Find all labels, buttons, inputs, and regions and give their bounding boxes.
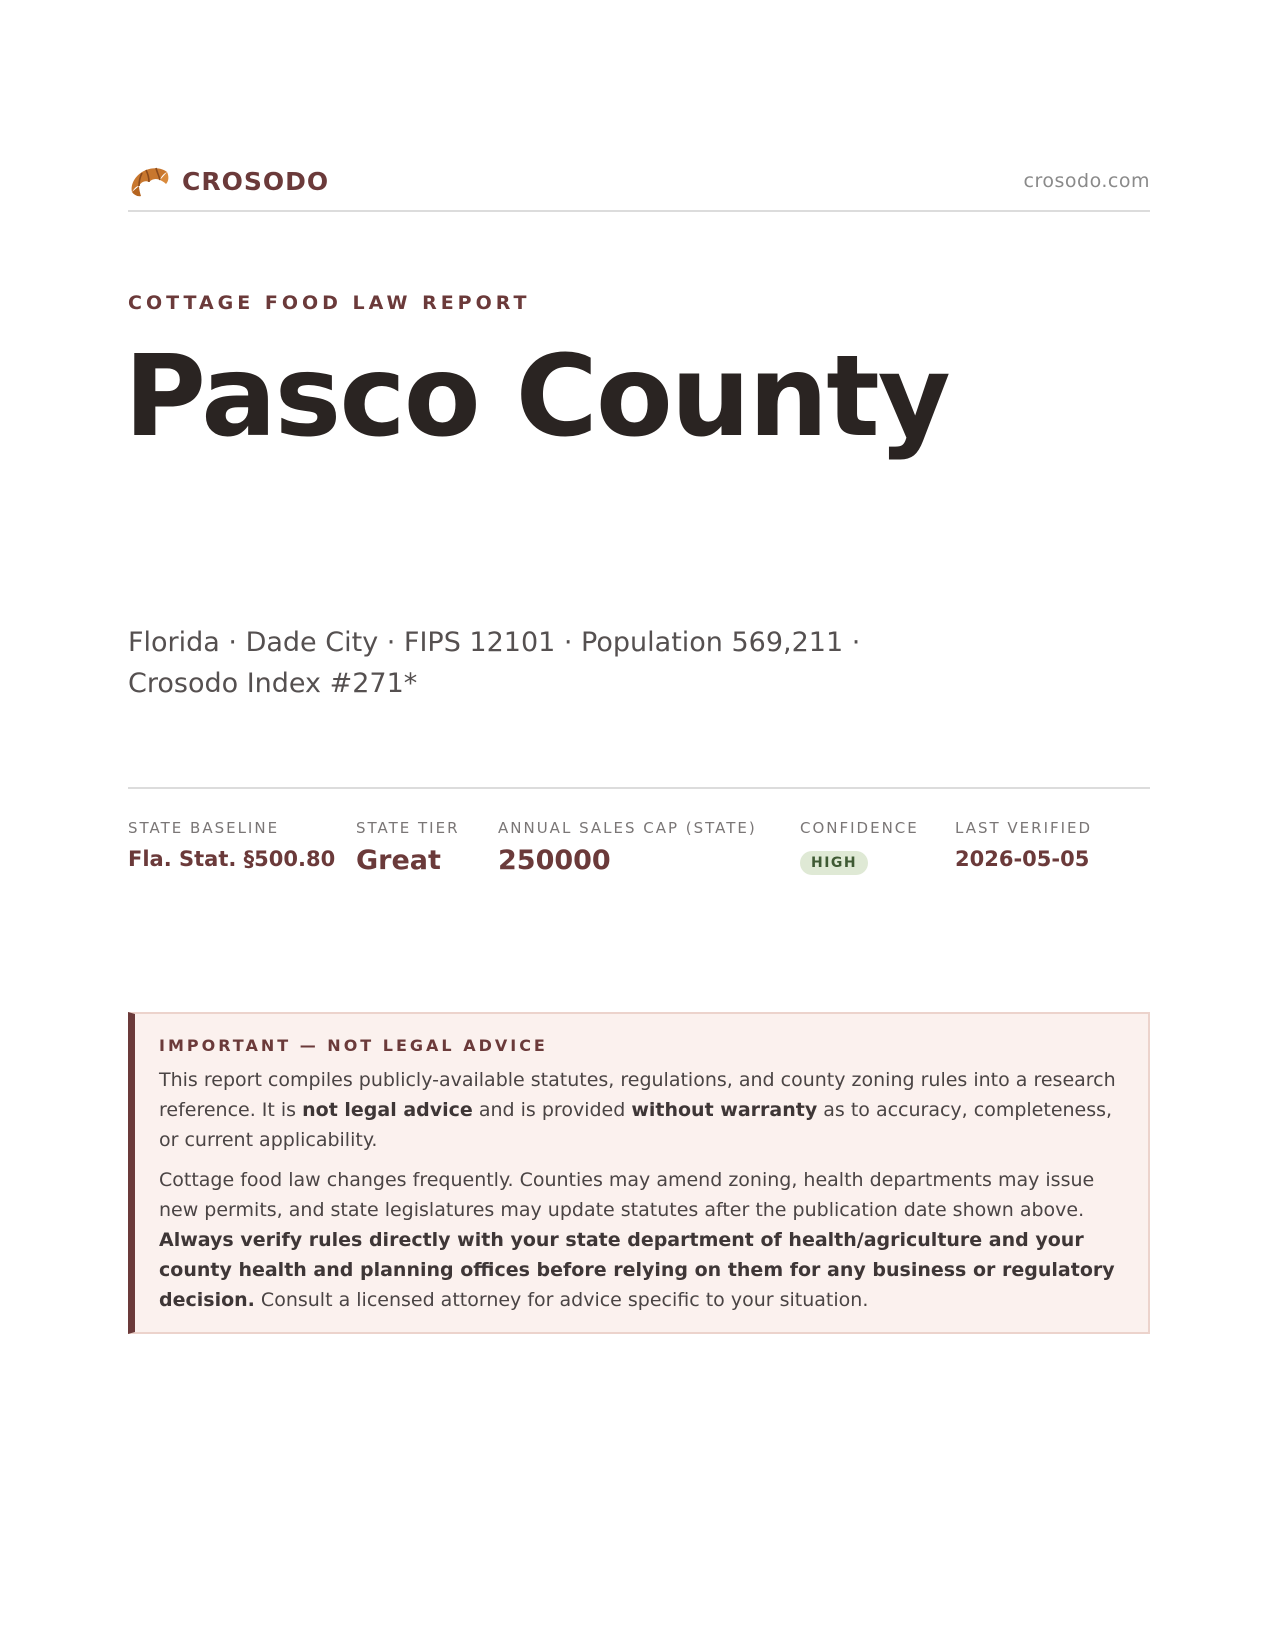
site-url[interactable]: crosodo.com: [1023, 170, 1150, 192]
bold-span: Always verify rules directly with your state department of health/agriculture and your county health and planning offices before relying on them for any business or regulatory decision.: [159, 1229, 1115, 1311]
stat-label: LAST VERIFIED: [955, 819, 1093, 837]
page-title: Pasco County: [124, 332, 949, 462]
report-page: [124, 0, 1150, 1650]
county-meta: Florida · Dade City · FIPS 12101 · Population 569,211 · Crosodo Index #271*: [128, 627, 861, 699]
bold-span: not legal advice: [302, 1099, 473, 1121]
report-type-label: COTTAGE FOOD LAW REPORT: [128, 292, 531, 314]
croissant-icon: [128, 162, 170, 200]
stat-label: STATE BASELINE: [128, 819, 280, 837]
legal-disclaimer: [128, 1012, 1150, 1334]
text-span: Consult a licensed attorney for advice specific to your situation.: [254, 1289, 869, 1311]
stat-label: STATE TIER: [356, 819, 460, 837]
disclaimer-paragraph-1: [159, 1065, 1124, 1155]
stat-value: 250000: [498, 845, 611, 876]
disclaimer-title: IMPORTANT — NOT LEGAL ADVICE: [159, 1036, 548, 1055]
stat-last-verified: [955, 819, 1092, 871]
stat-label: CONFIDENCE: [800, 819, 919, 837]
brand: [128, 162, 329, 200]
stat-state-tier: [356, 819, 460, 876]
text-span: as to accuracy, completeness, or current applicability.: [159, 1099, 1113, 1151]
stat-confidence: [800, 819, 919, 875]
text-span: This report compiles publicly-available statutes, regulations, and county zoning rules into a research reference. It is: [159, 1069, 1116, 1121]
stat-value: Fla. Stat. §500.80: [128, 847, 336, 871]
stat-annual-sales-cap: [498, 819, 757, 876]
confidence-badge: HIGH: [800, 851, 868, 875]
stat-label: ANNUAL SALES CAP (STATE): [498, 819, 757, 837]
page-header: [128, 158, 1150, 212]
text-span: Cottage food law changes frequently. Counties may amend zoning, health departments may issue new permits, and state legislatures may update statutes after the publication date shown above.: [159, 1169, 1095, 1221]
bold-span: without warranty: [631, 1099, 818, 1121]
brand-name: CROSODO: [182, 166, 330, 196]
stat-value: Great: [356, 845, 441, 876]
stat-value: 2026-05-05: [955, 847, 1090, 871]
stats-row: [128, 787, 1150, 899]
stat-state-baseline: [128, 819, 335, 871]
text-span: and is provided: [472, 1099, 632, 1121]
disclaimer-paragraph-2: [159, 1165, 1124, 1315]
